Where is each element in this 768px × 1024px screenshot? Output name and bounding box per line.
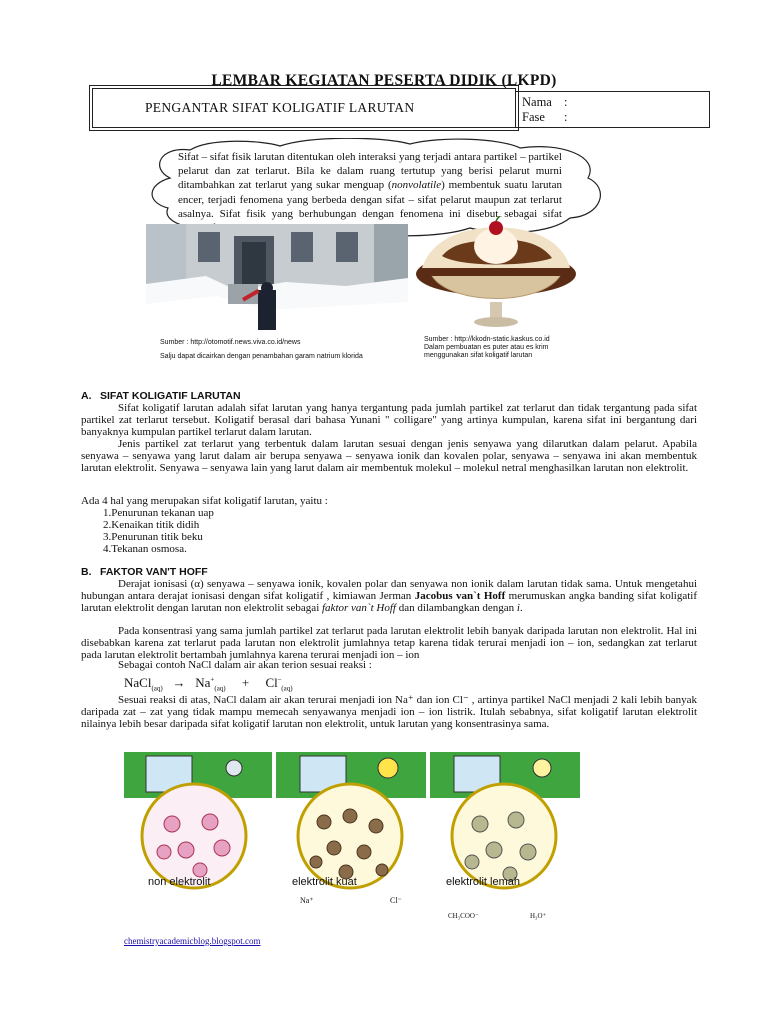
list-item: 4.Tekanan osmosa. [103, 543, 187, 556]
section-b-p2 [81, 625, 697, 661]
left-source: Sumber : http://otomotif.news.viva.co.id/news [160, 339, 301, 346]
right-source: Sumber : http://kkodn-static.kaskus.co.id [424, 336, 550, 343]
left-caption: Salju dapat dicairkan dengan penambahan garam natrium klorida [160, 353, 363, 360]
section-a-num: A. [81, 390, 92, 402]
section-a-p1-text: Sifat koligatif larutan adalah sifat larutan yang hanya tergantung pada jumlah partikel zat terlarut dan tidak tergantung pada sifat partikel zat terlarut tersebut. Koligatif berasal dari bahasa Yunani " colligare" yang artinya kumpulan, karena sifat ini bergantung dari banyaknya kumpulan partikel terlarut dalam larutan. [81, 402, 697, 439]
section-b-p1b: merumuskan angka banding sifat koligatif larutan elektrolit dengan larutan non elektrolit sebagai [81, 590, 698, 615]
eq-nacl: NaCl [124, 675, 152, 690]
label-elektrolit-kuat: elektrolit kuat [292, 876, 357, 888]
section-b-p2-text: Pada konsentrasi yang sama jumlah partikel zat terlarut pada larutan elektrolit lebih banyak daripada larutan non elektrolit. Hal ini disebabkan karena zat terlarut pada larutan non elektrolit jumlahnya tetap karena tidak terurai menjadi ion – ion, sedangkan zat terlarut pada larutan elektrolit bertambah jumlahnya karena terurai menjadi ion – ion [81, 625, 697, 662]
subtitle-box [92, 88, 516, 128]
section-b-p1a: Derajat ionisasi (α) senyawa – senyawa ionik, kovalen polar dan senyawa non ionik dalam larutan tidak sama. Untuk mengetahui hubungan antara derajat ionisasi dengan sifat koligatif , kimiawan Jerman [81, 578, 697, 603]
nama-colon: : [564, 95, 568, 109]
koligatif-list [103, 507, 214, 555]
intro-p1: Sifat – sifat fisik larutan ditentukan oleh interaksi yang terjadi antara partikel – partikel pelarut dan zat terlarut. Bila ke dalam ruang tertutup yang berisi pelarut murni ditambahkan zat terlarut yang sukar menguap ( [178, 151, 562, 192]
list-item: 3.Penurunan titik beku [103, 531, 203, 544]
eq-state-3: (aq) [281, 684, 293, 693]
document-title: LEMBAR KEGIATAN PESERTA DIDIK (LKPD) [211, 72, 557, 89]
eq-na: Na [195, 675, 211, 690]
legend-hydronium: H₃O⁺ [530, 912, 547, 920]
list-item: 1.Penurunan tekanan uap [103, 507, 214, 519]
section-b-title: FAKTOR VAN'T HOFF [100, 566, 208, 578]
eq-na-charge: + [210, 675, 215, 684]
intro-p2: ) membentuk suatu larutan encer, terjadi fenomena yang berbeda dengan sifat – sifat pelarut maupun zat terlarut asalnya. Sifat fisik yang berhubungan dengan fenomena ini disebut sebagai sifat [178, 179, 562, 220]
vant-hoff-name: Jacobus van`t Hoff [414, 590, 506, 603]
section-a-heading [81, 390, 241, 402]
section-a-p2-text: Jenis partikel zat terlarut yang terbentuk dalam larutan sesuai dengan jenis senyawa yang dilarutkan dalam pelarut. Apabila senyawa – senyawa yang larut dalam air berupa senyawa – senyawa ionik dan kovalen polar, senyawa – senyawa ini akan membentuk larutan elektrolit. Senyawa – senyawa lain yang larut dalam air membentuk molekul – molekul netral menghasilkan larutan non elektrolit. [81, 438, 697, 475]
fase-label: Fase [522, 110, 545, 124]
legend-na: Na⁺ [300, 896, 314, 905]
section-b-num: B. [81, 566, 92, 578]
section-a-title: SIFAT KOLIGATIF LARUTAN [100, 390, 241, 402]
eq-arrow: → [172, 675, 186, 690]
section-b-p4 [81, 694, 697, 730]
list-item: 2.Kenaikan titik didih [103, 519, 200, 532]
reaction-equation [124, 675, 293, 693]
section-b-p1c: dan dilambangkan dengan [395, 602, 517, 615]
eq-state-2: (aq) [214, 684, 226, 693]
legend-cl: Cl⁻ [390, 896, 402, 905]
section-a-p1 [81, 402, 697, 438]
fase-colon: : [564, 110, 568, 124]
label-non-elektrolit: non elektrolit [148, 876, 211, 888]
section-b-heading [81, 566, 208, 578]
vant-hoff-factor: faktor van`t Hoff [322, 602, 396, 615]
section-b-p3-text: Sebagai contoh NaCl dalam air akan terion sesuai reaksi : [118, 659, 372, 671]
eq-cl: Cl [265, 675, 278, 690]
section-a-p2 [81, 438, 697, 474]
section-b-p4-text: Sesuai reaksi di atas, NaCl dalam air akan terurai menjadi ion Na⁺ dan ion Cl⁻ , artinya partikel NaCl menjadi 2 kali lebih banyak daripada zat – zat yang tidak mampu memecah senyawanya menjadi ion – ion listrik. Itulah sebabnya, sifat koligatif larutan elektrolit nilainya lebih besar daripada sifat koligatif larutan non elektrolit, untuk larutan yang konsentrasinya sama. [81, 694, 697, 731]
symbol-i: i [516, 602, 520, 615]
section-b-p1 [81, 578, 697, 614]
label-elektrolit-lemah: elektrolit lemah [446, 876, 520, 888]
blog-link[interactable]: chemistryacademicblog.blogspot.com [124, 936, 261, 946]
snow-photo [146, 224, 408, 370]
legend-acetate: CH₃COO⁻ [448, 912, 479, 920]
eq-cl-charge: – [277, 675, 282, 684]
electrolyte-figure [124, 752, 584, 922]
nama-label: Nama [522, 95, 552, 109]
fase-row [522, 110, 709, 125]
eq-plus: + [241, 675, 250, 690]
nama-row [522, 95, 709, 110]
right-caption: Dalam pembuatan es puter atau es krim menggunakan sifat koligatif larutan [424, 344, 549, 359]
intro-nonvolatile: nonvolatile [391, 179, 442, 192]
section-a-list-intro: Ada 4 hal yang merupakan sifat koligatif larutan, yaitu : [81, 495, 328, 507]
icecream-photo [412, 216, 580, 334]
section-b-p1d: . [519, 602, 523, 615]
eq-state-1: (aq) [151, 684, 163, 693]
subtitle: PENGANTAR SIFAT KOLIGATIF LARUTAN [145, 100, 415, 115]
identity-box [515, 91, 710, 128]
section-b-p3 [81, 659, 697, 671]
